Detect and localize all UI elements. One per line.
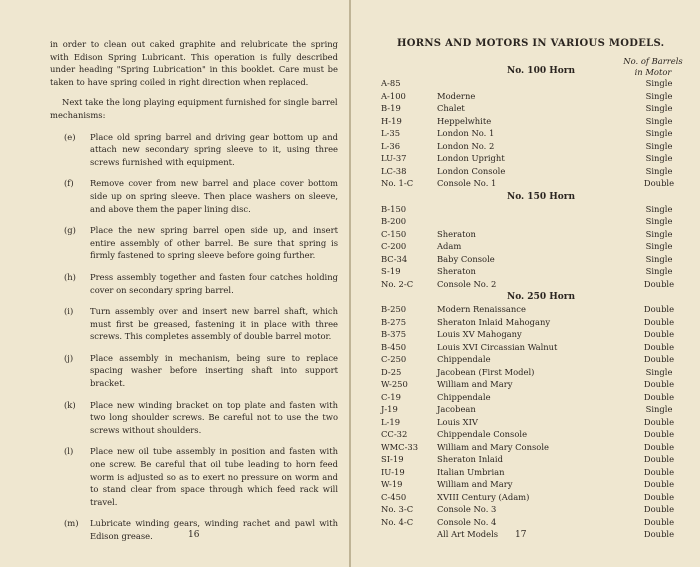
model-name: William and Mary <box>437 479 513 489</box>
model-name: Console No. 4 <box>437 516 497 527</box>
model-barrels: Single <box>645 165 673 176</box>
model-barrels: Single <box>645 103 673 113</box>
model-name: Adam <box>437 241 462 251</box>
table-row <box>381 115 691 128</box>
model-code: L-36 <box>381 140 401 151</box>
model-code: W-19 <box>381 479 403 489</box>
model-name: Sheraton <box>437 266 476 276</box>
instruction-step <box>50 445 338 508</box>
model-code <box>381 528 437 541</box>
horn-section-title: No. 150 Horn <box>506 191 576 202</box>
model-code: L-35 <box>381 128 401 138</box>
step-label: (i) <box>64 306 74 317</box>
instruction-step <box>50 177 338 215</box>
model-name: Chalet <box>437 103 465 113</box>
step-label: (m) <box>64 518 79 529</box>
model-barrels: Double <box>643 529 675 539</box>
model-name: London No. 2 <box>437 140 495 151</box>
instruction-step <box>50 271 338 296</box>
model-code: BC-34 <box>381 253 408 264</box>
instruction-step <box>50 131 338 169</box>
step-label: (f) <box>64 178 74 189</box>
model-barrels: Double <box>643 391 675 402</box>
table-row <box>381 428 691 441</box>
table-row <box>381 215 691 228</box>
model-barrels: Single <box>645 241 673 251</box>
table-row <box>381 90 691 103</box>
column-header-line-1: No. of Barrels <box>623 56 683 66</box>
model-name: All Art Models <box>437 529 499 539</box>
model-name: Moderne <box>437 90 476 101</box>
model-code: B-150 <box>381 203 407 214</box>
model-barrels: Single <box>645 404 673 414</box>
model-name: William and Mary Console <box>437 441 549 452</box>
step-label: (g) <box>64 225 76 236</box>
table-row <box>381 391 691 404</box>
horn-section-title: No. 250 Horn <box>506 292 576 302</box>
model-name <box>437 215 627 228</box>
table-row <box>381 503 691 516</box>
model-barrels: Double <box>643 416 675 427</box>
model-name: Baby Console <box>437 253 495 264</box>
table-row <box>381 102 691 115</box>
model-name: Chippendale Console <box>437 429 528 439</box>
model-code: B-200 <box>381 216 407 226</box>
model-name: London Upright <box>437 153 505 163</box>
table-row <box>381 528 691 541</box>
model-barrels: Single <box>645 128 673 138</box>
table-row <box>381 403 691 416</box>
table-row <box>381 366 691 379</box>
table-row <box>381 441 691 454</box>
model-barrels: Single <box>645 78 673 88</box>
model-barrels: Double <box>643 429 675 439</box>
model-code: J-19 <box>381 404 398 414</box>
table-row <box>381 328 691 341</box>
model-code: H-19 <box>381 115 402 126</box>
model-name: Modern Renaissance <box>437 304 526 314</box>
model-barrels: Double <box>643 441 675 452</box>
step-text: Place new winding bracket on top plate and fasten with two long shoulder screws. Be careful not to use the two screws without shoulders. <box>90 399 338 435</box>
steps-list <box>50 131 338 543</box>
model-code: B-250 <box>381 304 407 314</box>
model-name: Chippendale <box>437 354 491 364</box>
table-row <box>381 316 691 329</box>
table-row <box>381 466 691 479</box>
model-code: C-150 <box>381 228 407 239</box>
model-code: A-100 <box>381 90 406 101</box>
model-code: SI-19 <box>381 454 404 464</box>
model-name <box>437 77 627 90</box>
models-table <box>381 64 691 541</box>
table-row <box>381 341 691 354</box>
table-row <box>381 478 691 491</box>
intro-paragraph: in order to clean out caked graphite and relubricate the spring with Edison Spring Lubricant. This operation is fully described under heading "Spring Lubrication" in this booklet. Care must be taken to have spring coiled in right direction when replaced. <box>50 39 338 87</box>
left-page-body <box>50 38 338 543</box>
model-name: Console No. 1 <box>437 178 497 188</box>
model-name: Louis XV Mahogany <box>437 329 522 339</box>
model-name: Italian Umbrian <box>437 466 505 477</box>
step-text: Turn assembly over and insert new barrel shaft, which must first be greased, fastening it in place with three screws. This completes assembly of double barrel motor. <box>90 306 338 342</box>
table-row <box>381 491 691 504</box>
model-barrels: Single <box>645 90 673 101</box>
step-text: Remove cover from new barrel and place cover bottom side up on spring sleeve. Then place washers on sleeve, and above them the paper lining disc. <box>90 178 338 214</box>
model-code: B-19 <box>381 103 401 113</box>
model-code: B-375 <box>381 329 407 339</box>
model-name: Console No. 2 <box>437 278 497 289</box>
model-code: No. 3-C <box>381 504 414 514</box>
model-code: D-25 <box>381 366 402 377</box>
model-barrels: Double <box>643 178 675 188</box>
model-name: Louis XVI Circassian Walnut <box>437 341 558 352</box>
model-barrels: Single <box>645 203 673 214</box>
model-name: Jacobean <box>437 404 476 414</box>
instruction-step <box>50 352 338 390</box>
model-name: Louis XIV <box>437 416 478 427</box>
model-barrels: Double <box>643 304 675 314</box>
step-label: (e) <box>64 131 76 142</box>
model-barrels: Single <box>645 153 673 163</box>
model-barrels: Single <box>645 253 673 264</box>
table-row <box>381 416 691 429</box>
model-barrels: Double <box>643 354 675 364</box>
model-code: C-19 <box>381 391 401 402</box>
table-row <box>381 378 691 391</box>
step-text: Place new oil tube assembly in position and fasten with one screw. Be careful that oil tube leading to horn feed worm is adjusted so as to exert no pressure on worm and to stand clear from space through which feed rack will travel. <box>90 446 338 507</box>
page-number-left: 16 <box>188 530 200 540</box>
model-name: XVIII Century (Adam) <box>437 491 530 502</box>
model-name: London Console <box>437 165 506 176</box>
table-row <box>381 165 691 178</box>
model-name: Sheraton <box>437 228 476 239</box>
model-code: IU-19 <box>381 466 405 477</box>
step-label: (j) <box>64 352 74 363</box>
model-name: London No. 1 <box>437 128 495 138</box>
step-text: Place assembly in mechanism, being sure to replace spacing washer before inserting shaft into support bracket. <box>90 352 338 389</box>
model-name: Sheraton Inlaid Mahogany <box>437 316 551 327</box>
table-row <box>381 77 691 90</box>
model-name: William and Mary <box>437 379 513 389</box>
model-code: C-450 <box>381 491 407 502</box>
model-barrels: Double <box>643 491 675 502</box>
model-barrels: Single <box>645 228 673 239</box>
table-row <box>381 303 691 316</box>
model-barrels: Double <box>643 316 675 327</box>
table-row <box>381 253 691 266</box>
model-name: Heppelwhite <box>437 115 492 126</box>
model-code: No. 1-C <box>381 178 414 188</box>
table-row <box>381 140 691 153</box>
table-row <box>381 152 691 165</box>
instruction-step <box>50 305 338 343</box>
model-barrels: Double <box>643 516 675 527</box>
table-row <box>381 177 691 190</box>
model-code: S-19 <box>381 266 401 276</box>
table-row <box>381 228 691 241</box>
step-text: Lubricate winding gears, winding rachet and pawl with Edison grease. <box>90 518 338 541</box>
model-barrels: Double <box>643 329 675 339</box>
model-barrels: Single <box>645 216 673 226</box>
model-name: Sheraton Inlaid <box>437 454 503 464</box>
step-label: (h) <box>64 271 76 282</box>
instruction-step <box>50 399 338 437</box>
table-row <box>381 453 691 466</box>
model-name: Console No. 3 <box>437 504 497 514</box>
column-header-line-2: in Motor <box>634 67 672 77</box>
table-row <box>381 203 691 216</box>
table-row <box>381 265 691 278</box>
model-barrels: Single <box>645 266 673 276</box>
model-code: W-250 <box>381 379 408 389</box>
model-code: CC-32 <box>381 429 408 439</box>
model-code: B-275 <box>381 316 407 327</box>
model-code: L-19 <box>381 416 401 427</box>
model-code: No. 2-C <box>381 278 414 289</box>
step-text: Press assembly together and fasten four catches holding cover on secondary spring barrel. <box>90 271 338 295</box>
table-row <box>381 516 691 529</box>
model-name: Chippendale <box>437 391 491 402</box>
lead-paragraph: Next take the long playing equipment furnished for single barrel mechanisms: <box>50 97 338 120</box>
table-row <box>381 240 691 253</box>
model-name: Jacobean (First Model) <box>437 366 535 377</box>
left-page <box>0 0 349 567</box>
model-code: A-85 <box>381 78 401 88</box>
table-row <box>381 278 691 291</box>
table-row <box>381 353 691 366</box>
step-label: (l) <box>64 446 74 457</box>
right-page <box>351 0 700 567</box>
model-barrels: Single <box>645 115 673 126</box>
page-title: HORNS AND MOTORS IN VARIOUS MODELS. <box>397 38 665 49</box>
model-barrels: Double <box>643 278 675 289</box>
step-text: Place the new spring barrel open side up, and insert entire assembly of other barrel. Be sure that spring is firmly fastened to spring sleeve before going further. <box>90 225 338 261</box>
model-code: LC-38 <box>381 165 407 176</box>
model-code: No. 4-C <box>381 516 414 527</box>
model-barrels: Double <box>643 466 675 477</box>
page-number-right: 17 <box>515 530 527 540</box>
model-barrels: Single <box>645 140 673 151</box>
model-code: LU-37 <box>381 153 407 163</box>
model-barrels: Double <box>643 341 675 352</box>
horn-section-title: No. 100 Horn <box>506 66 576 76</box>
model-name <box>437 203 627 216</box>
table-row <box>381 127 691 140</box>
model-barrels: Double <box>643 454 675 464</box>
step-text: Place old spring barrel and driving gear bottom up and attach new secondary spring sleeve to it, using three screws furnished with equipment. <box>90 131 338 167</box>
model-barrels: Single <box>645 366 673 377</box>
model-code: C-200 <box>381 241 407 251</box>
model-barrels: Double <box>643 379 675 389</box>
step-label: (k) <box>64 399 76 410</box>
instruction-step <box>50 224 338 262</box>
model-code: WMC-33 <box>381 441 419 452</box>
model-code: C-250 <box>381 354 407 364</box>
model-barrels: Double <box>643 504 675 514</box>
model-code: B-450 <box>381 341 407 352</box>
model-barrels: Double <box>643 479 675 489</box>
